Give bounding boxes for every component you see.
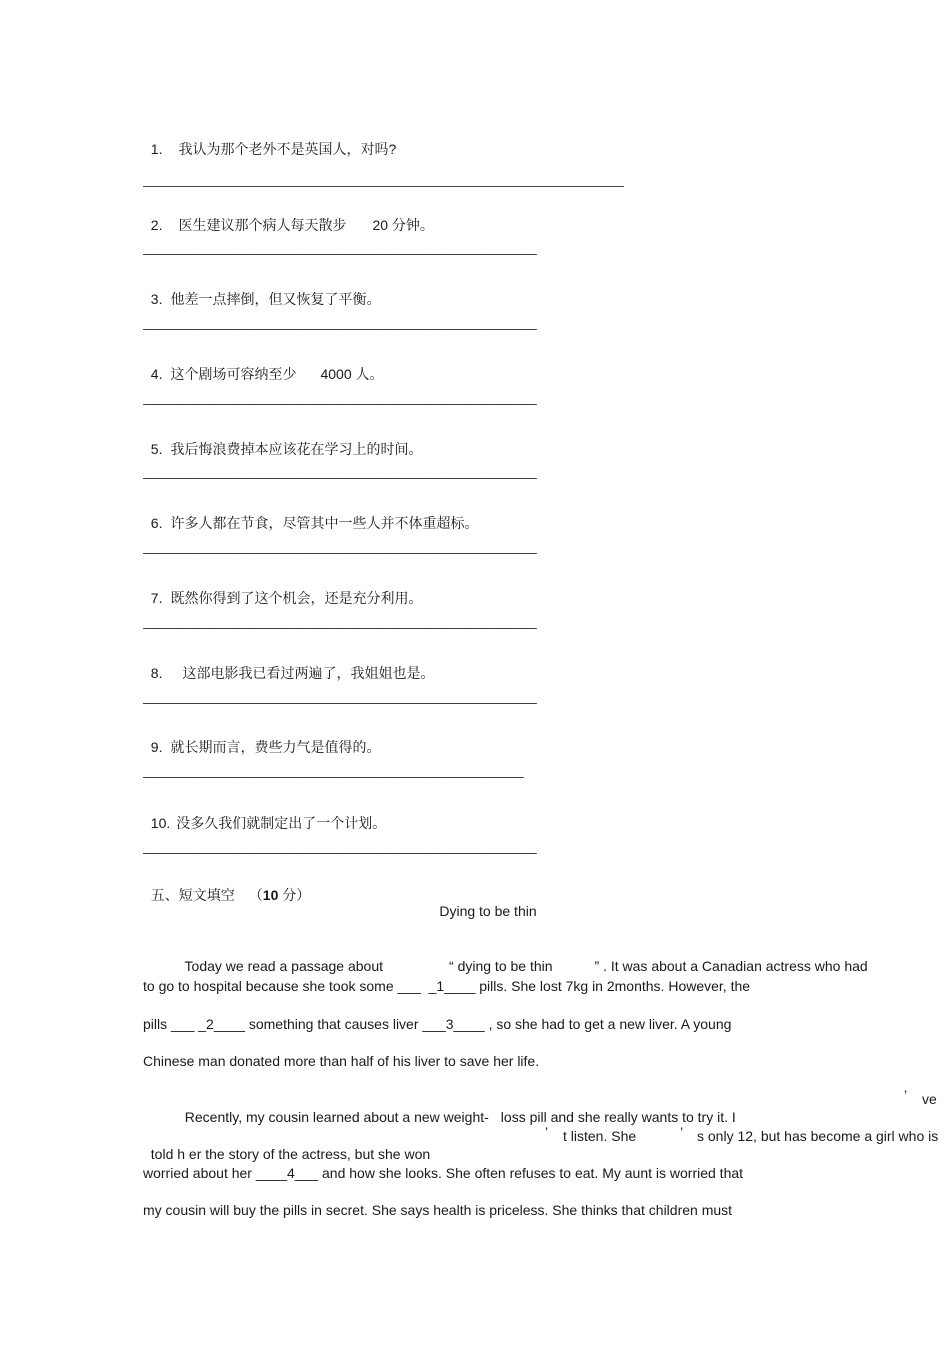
answer-line[interactable]: —————————————————————————————— — [143, 694, 537, 710]
answer-line[interactable]: —————————————————————————————— — [143, 320, 537, 336]
question-text: 就长期而言，费些力气是值得的。 — [170, 739, 381, 755]
text-segment: Recently, my cousin learned about a new weight- — [184, 1109, 489, 1125]
question-10 — [143, 796, 386, 832]
question-3 — [143, 272, 380, 308]
text-segment: ve — [922, 1091, 937, 1107]
passage-line-5 — [177, 1090, 736, 1126]
apostrophe: ’ — [545, 1124, 549, 1140]
answer-line[interactable]: —————————————————————————————— — [143, 395, 537, 411]
question-text: 我后悔浪费掉本应该花在学习上的时间。 — [170, 441, 423, 457]
question-number: 6. — [150, 515, 163, 531]
answer-line[interactable]: —————————————————————————————— — [143, 245, 537, 261]
question-4 — [143, 347, 384, 383]
question-7 — [143, 571, 422, 607]
question-text: 医生建议那个病人每天散步 — [178, 217, 347, 233]
score-close: 分） — [278, 887, 311, 903]
answer-line[interactable]: —————————————————————————————— — [143, 544, 537, 560]
question-number: 10. — [150, 815, 171, 831]
question-text: 没多久我们就制定出了一个计划。 — [176, 815, 387, 831]
text-segment: ” . It was about a Canadian actress who had — [594, 958, 868, 974]
passage-line-6 — [143, 1127, 430, 1163]
question-text: 我认为那个老外不是英国人，对吗? — [178, 141, 397, 157]
question-9 — [143, 720, 380, 756]
question-number: 3. — [150, 291, 163, 307]
question-2 — [143, 198, 434, 234]
passage-line-4: Chinese man donated more than half of his liver to save her life. — [143, 1053, 540, 1069]
score-value: 10 — [262, 887, 279, 903]
question-number: 8. — [150, 665, 163, 681]
question-5 — [143, 422, 422, 458]
question-6 — [143, 496, 478, 532]
passage-title: Dying to be thin — [439, 903, 537, 919]
answer-underline[interactable] — [143, 186, 624, 187]
apostrophe: ’ — [904, 1087, 908, 1103]
question-text: 这个剧场可容纳至少 — [170, 366, 297, 382]
passage-line-7: worried about her ____4___ and how she looks. She often refuses to eat. My aunt is worried that — [143, 1165, 744, 1181]
answer-line[interactable]: —————————————————————————————— — [143, 844, 537, 860]
question-number: 9. — [150, 739, 163, 755]
section-label: 五、短文填空 — [150, 887, 235, 903]
question-8 — [143, 646, 434, 682]
question-text-extra: 4000 人。 — [320, 366, 384, 382]
question-number: 1. — [150, 141, 163, 157]
answer-line[interactable]: —————————————————————————————— — [143, 469, 537, 485]
text-segment: told h er the story of the actress, but she won — [150, 1146, 431, 1162]
passage-line-3: pills ___ _2____ something that causes liver ___3____ , so she had to get a new liver. A young — [143, 1016, 732, 1032]
text-segment: loss pill and she really wants to try it. I — [500, 1109, 736, 1125]
question-text: 这部电影我已看过两遍了，我姐姐也是。 — [182, 665, 435, 681]
section-heading — [143, 868, 310, 904]
question-1 — [143, 122, 396, 158]
text-segment: “ dying to be thin — [449, 958, 553, 974]
question-number: 2. — [150, 217, 163, 233]
question-text-extra: 20 分钟。 — [372, 217, 434, 233]
score-open: （ — [248, 887, 263, 903]
passage-line-8: my cousin will buy the pills in secret. She says health is priceless. She thinks that children must — [143, 1202, 733, 1218]
question-number: 5. — [150, 441, 163, 457]
answer-line[interactable]: ————————————————————————————— — [143, 768, 523, 784]
question-text: 他差一点摔倒，但又恢复了平衡。 — [170, 291, 381, 307]
question-text: 许多人都在节食，尽管其中一些人并不体重超标。 — [170, 515, 479, 531]
question-number: 7. — [150, 590, 163, 606]
text-segment: Today we read a passage about — [184, 958, 384, 974]
question-number: 4. — [150, 366, 163, 382]
text-segment: s only 12, but has become a girl who is — [697, 1128, 939, 1144]
answer-line[interactable]: —————————————————————————————— — [143, 619, 537, 635]
question-text: 既然你得到了这个机会，还是充分利用。 — [170, 590, 423, 606]
apostrophe: ’ — [680, 1124, 684, 1140]
passage-line-2: to go to hospital because she took some ___ _1____ pills. She lost 7kg in 2months. However, the — [143, 978, 751, 994]
text-segment: t listen. She — [563, 1128, 637, 1144]
passage-line-1 — [177, 939, 868, 975]
